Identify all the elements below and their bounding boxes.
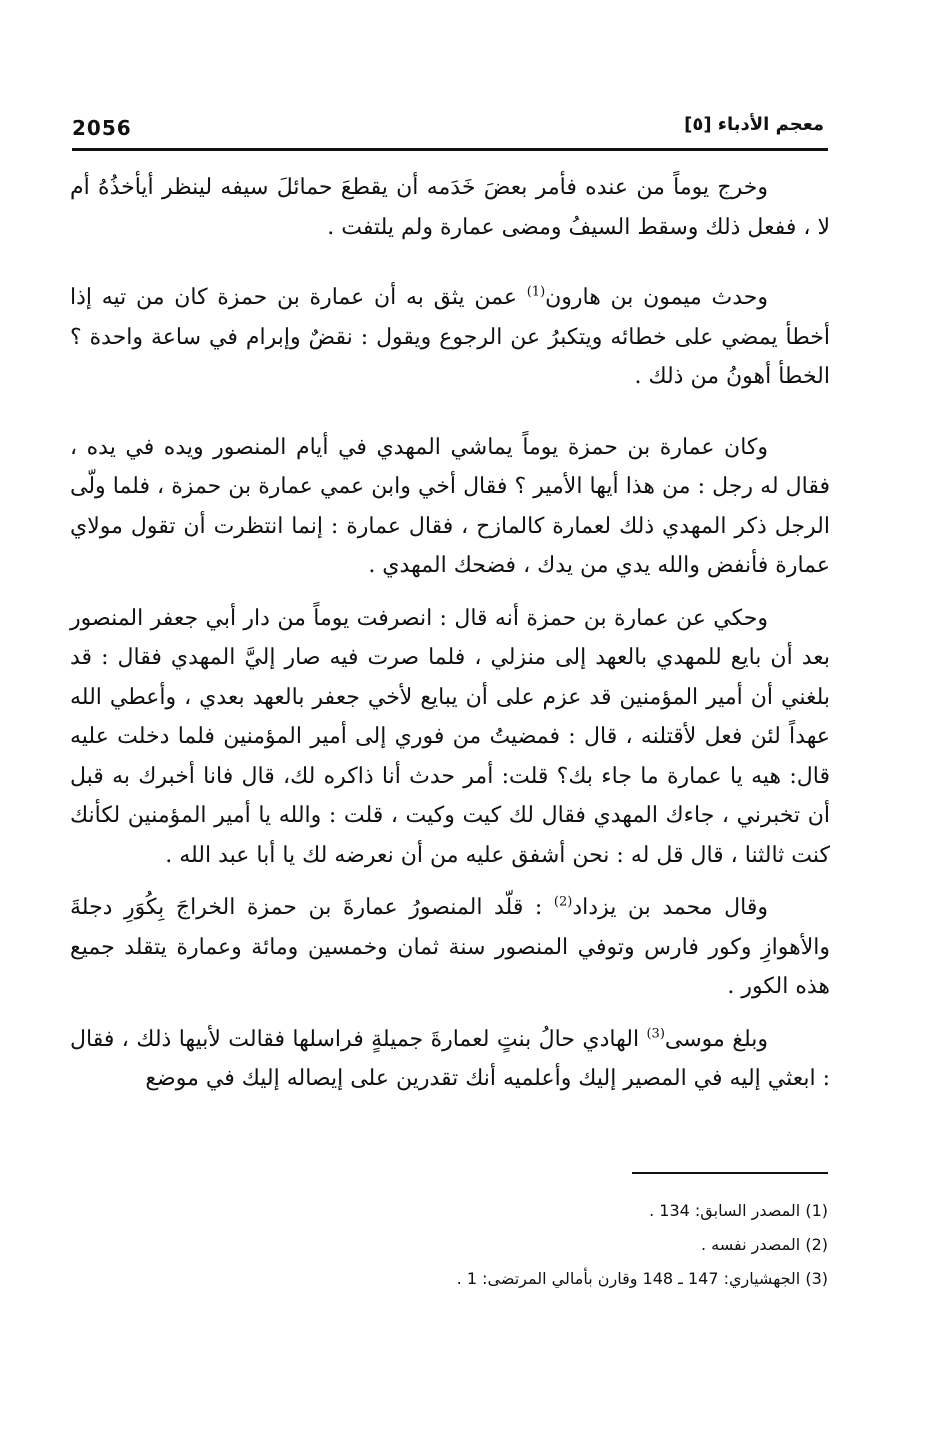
footnote-2: (2) المصدر نفسه . — [701, 1235, 828, 1254]
paragraph-text: وحدث ميمون بن هارون — [545, 285, 768, 310]
paragraph-text: وحكي عن عمارة بن حمزة أنه قال : انصرفت يوماً من دار أبي جعفر المنصور بعد أن بايع للمهدي بالعهد إلى منزلي ، فلما صرت فيه صار إليَّ المهدي فقال : قد بلغني أن أمير المؤمنين قد عزم على أن يبايع لأخي جعفر بالعهد بعدي ، وأعطي الله عهداً لئن فعل لأقتلنه ، قال : فمضيتُ من فوري إلى أمير المؤمنين فلما دخلت عليه قال: هيه يا عمارة ما جاء بك؟ قلت: أمر حدث أنا ذاكره لك، قال فانا أخبرك به قبل أن تخبرني ، جاءك المهدي فقال لك كيت وكيت ، قلت : والله يا أمير المؤمنين لكأنك كنت ثالثنا ، قال قل له : نحن أشفق عليه من أن نعرضه لك يا أبا عبد الله . — [70, 605, 830, 868]
paragraph-text: عمن يثق به أن عمارة بن حمزة كان من تيه إذا أخطأ يمضي على خطائه ويتكبرُ عن الرجوع ويقول : نقضٌ وإبرام في ساعة واحدة ؟ الخطأ أهونُ من ذلك . — [70, 285, 830, 389]
paragraph-1 — [70, 168, 830, 247]
paragraph-text: وبلغ موسى — [664, 1026, 768, 1052]
paragraph-2 — [70, 278, 830, 397]
footnote-3: (3) الجهشياري: 147 ـ 148 وقارن بأمالي المرتضى: 1 . — [456, 1269, 828, 1288]
footnote-marker: (3) — [646, 1026, 665, 1042]
paragraph-text: وقال محمد بن يزداد — [572, 895, 768, 920]
header-rule — [72, 148, 828, 151]
paragraph-6 — [70, 1020, 830, 1099]
footnote-rule — [632, 1172, 828, 1174]
paragraph-4 — [70, 599, 830, 876]
footnote-marker: (1) — [526, 284, 546, 300]
paragraph-text: وخرج يوماً من عنده فأمر بعضَ خَدَمه أن يقطعَ حمائلَ سيفه لينظر أيأخذُهُ أم لا ، ففعل ذلك وسقط السيفُ ومضى عمارة ولم يلتفت . — [70, 175, 830, 240]
footnote-1: (1) المصدر السابق: 134 . — [649, 1201, 828, 1220]
paragraph-text: : قلّد المنصورُ عمارةَ بن حمزة الخراجَ بِكُوَرِ دجلةَ والأهوازِ وكور فارس وتوفي المنصور سنة ثمان وخمسين ومائة وعمارة يتقلد جميع هذه الكور . — [70, 895, 830, 999]
footnote-marker: (2) — [553, 894, 573, 910]
page-header — [72, 112, 824, 148]
main-text — [70, 168, 830, 1099]
paragraph-text: وكان عمارة بن حمزة يوماً يماشي المهدي في أيام المنصور ويده في يده ، فقال له رجل : من هذا أيها الأمير ؟ فقال أخي وابن عمي عمارة بن حمزة ، فلما ولّى الرجل ذكر المهدي ذلك لعمارة كالمازح ، فقال عمارة : إنما انتظرت أن تقول مولاي عمارة فأنفض والله يدي من يدك ، فضحك المهدي . — [70, 434, 830, 578]
paragraph-text: الهادي حالُ بنتٍ لعمارةَ جميلةٍ فراسلها فقالت لأبيها ذلك ، فقال : ابعثي إليه في المصير إليك وأعلميه أنك تقدرين على إيصاله إليك في موضع — [70, 1026, 830, 1091]
paragraph-5 — [70, 888, 830, 1007]
paragraph-3 — [70, 428, 830, 586]
running-title: معجم الأدباء [٥] — [684, 114, 824, 135]
page-number: 2056 — [72, 116, 132, 140]
footnotes — [328, 1194, 828, 1296]
